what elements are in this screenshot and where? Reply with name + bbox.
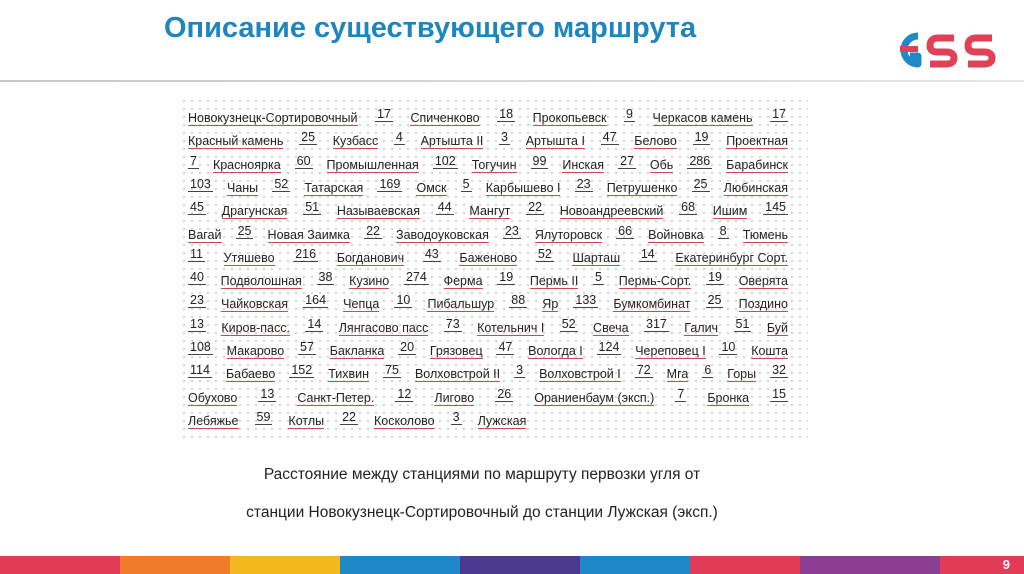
route-row [180, 105, 808, 128]
distance-value: 8 [719, 223, 727, 238]
distance-value: 60 [296, 153, 311, 168]
distance-value: 23 [504, 223, 519, 238]
distance-value: 52 [274, 176, 289, 191]
station-name: Тюмень [742, 227, 788, 242]
station-name: Кошта [751, 344, 788, 358]
caption-line-2: станции Новокузнецк-Сортировочный до станции Лужская (эксп.) [246, 504, 718, 521]
distance-value: 19 [694, 130, 709, 145]
route-row [180, 408, 808, 431]
station-name: Прокопьевск [532, 111, 607, 125]
distance-value: 19 [708, 270, 722, 285]
distance-value: 66 [618, 223, 633, 238]
distance-value: 103 [190, 176, 211, 191]
route-row [180, 268, 808, 291]
caption-line-1: Расстояние между станциями по маршруту первозки угля от [263, 466, 701, 483]
station-name: Чаны [227, 180, 259, 195]
header-divider [0, 80, 1024, 82]
route-row [180, 245, 808, 268]
station-name: Кузбасс [332, 134, 379, 149]
station-name: Макарово [226, 344, 285, 358]
station-name: Лигово [434, 390, 475, 405]
distance-value: 13 [260, 386, 275, 401]
station-name: Тогучин [471, 157, 517, 172]
footer-color-segment [800, 556, 940, 574]
station-name: Котлы [288, 413, 325, 428]
footer-color-segment [230, 556, 340, 574]
station-name: Мангут [469, 204, 511, 219]
distance-value: 124 [598, 340, 620, 354]
station-name: Чепца [343, 297, 380, 312]
distance-value: 5 [595, 270, 602, 285]
distance-value: 133 [575, 293, 597, 308]
footer-color-segment [460, 556, 580, 574]
route-row [180, 338, 808, 361]
distance-value: 51 [735, 316, 750, 331]
distance-value: 6 [704, 363, 712, 378]
distance-value: 4 [395, 130, 403, 145]
route-row [180, 361, 808, 384]
distance-value: 47 [498, 340, 513, 354]
station-name: Кузино [349, 274, 390, 289]
distance-value: 15 [772, 386, 786, 401]
station-name: Называевская [336, 204, 421, 219]
distance-value: 72 [636, 363, 651, 378]
station-name: Ялуторовск [534, 227, 603, 242]
distance-value: 44 [437, 200, 452, 215]
station-name: Белово [634, 134, 677, 149]
station-name: Заводоуковская [396, 227, 489, 242]
station-name: Баженово [459, 250, 518, 265]
station-name: Обухово [188, 390, 238, 405]
station-name: Вологда I [528, 344, 583, 358]
route-distance-scheme [180, 97, 808, 443]
distance-value: 22 [342, 409, 356, 424]
station-name: Артышта I [525, 134, 585, 149]
station-name: Котельнич I [477, 320, 545, 335]
distance-value: 13 [190, 316, 204, 331]
distance-value: 99 [532, 153, 547, 168]
station-name: Пермь II [529, 274, 579, 289]
footer-color-segment [690, 556, 800, 574]
distance-value: 27 [620, 153, 634, 168]
route-row [180, 385, 808, 408]
distance-value: 17 [772, 107, 786, 121]
distance-value: 57 [300, 340, 314, 354]
distance-value: 7 [190, 153, 197, 168]
distance-value: 3 [452, 409, 460, 424]
station-name: Бабаево [225, 367, 276, 382]
route-row [180, 315, 808, 338]
station-name: Поздино [738, 297, 788, 312]
station-name: Артышта II [420, 134, 484, 149]
distance-value: 47 [602, 130, 617, 145]
distance-value: 23 [576, 176, 591, 191]
footer-color-segment [120, 556, 230, 574]
station-name: Киров-пасс. [221, 320, 290, 335]
station-name: Пибальшур [427, 297, 495, 312]
distance-value: 25 [301, 130, 316, 145]
distance-value: 169 [379, 176, 401, 191]
distance-value: 152 [291, 363, 313, 378]
station-name: Черкасов камень [652, 111, 753, 125]
station-name: Горы [727, 367, 757, 382]
company-logo [896, 28, 996, 77]
station-name: Галич [684, 320, 719, 335]
station-name: Лужская [477, 413, 527, 428]
station-name: Шарташ [572, 250, 621, 265]
distance-value: 22 [366, 223, 380, 238]
station-name: Обь [649, 157, 674, 172]
footer-color-segment [340, 556, 460, 574]
distance-value: 274 [405, 270, 427, 285]
distance-value: 68 [681, 200, 696, 215]
station-name: Лянгасово пасс [338, 320, 429, 335]
distance-value: 20 [400, 340, 415, 354]
station-name: Череповец I [635, 344, 706, 358]
distance-value: 22 [528, 200, 543, 215]
station-name: Косколово [374, 413, 435, 428]
distance-value: 51 [305, 200, 320, 215]
station-name: Екатеринбург Сорт. [675, 250, 788, 265]
station-name: Войновка [648, 227, 704, 242]
station-name: Омск [416, 180, 447, 195]
station-name: Мга [666, 367, 689, 382]
station-name: Новоандреевский [559, 204, 664, 219]
distance-value: 7 [677, 386, 685, 401]
station-name: Свеча [593, 320, 629, 335]
station-name: Спиченково [410, 111, 480, 125]
distance-value: 32 [772, 363, 786, 378]
station-name: Богданович [336, 250, 405, 265]
station-name: Проектная [726, 134, 788, 149]
station-name: Волховстрой I [539, 367, 621, 382]
distance-value: 25 [237, 223, 252, 238]
station-name: Чайковская [221, 297, 289, 312]
distance-value: 10 [721, 340, 736, 354]
station-name: Новая Заимка [267, 227, 350, 242]
station-name: Бумкомбинат [613, 297, 691, 312]
slide-title: Описание существующего маршрута [164, 12, 697, 44]
distance-value: 11 [190, 246, 203, 261]
footer-color-segment [580, 556, 690, 574]
station-name: Ишим [712, 204, 748, 219]
distance-value: 88 [511, 293, 526, 308]
station-name: Ораниенбаум (эксп.) [534, 390, 655, 405]
station-name: Вагай [188, 227, 222, 242]
distance-value: 216 [295, 246, 317, 261]
distance-value: 5 [462, 176, 470, 191]
distance-value: 19 [499, 270, 514, 285]
station-name: Бакланка [329, 344, 385, 358]
distance-value: 10 [396, 293, 411, 308]
distance-value: 26 [497, 386, 512, 401]
route-row [180, 222, 808, 245]
distance-value: 17 [377, 107, 391, 121]
route-row [180, 175, 808, 198]
station-name: Бронка [707, 390, 750, 405]
distance-value: 317 [646, 316, 667, 331]
distance-value: 102 [434, 153, 456, 168]
distance-value: 25 [707, 293, 722, 308]
footer-color-segment [940, 556, 1024, 574]
station-name: Красный камень [188, 134, 284, 149]
distance-value: 38 [318, 270, 333, 285]
station-name: Оверята [738, 274, 788, 289]
station-name: Барабинск [726, 157, 788, 172]
distance-value: 286 [689, 153, 711, 168]
distance-value: 3 [501, 130, 508, 145]
distance-value: 40 [190, 270, 204, 285]
page-number: 9 [1002, 557, 1010, 572]
station-name: Пермь-Сорт. [618, 274, 692, 289]
station-name: Тихвин [328, 367, 370, 382]
station-name: Лебяжье [188, 413, 239, 428]
station-name: Подволошная [220, 274, 302, 289]
station-name: Волховстрой II [414, 367, 501, 382]
distance-value: 14 [640, 246, 655, 261]
station-name: Грязовец [429, 344, 483, 358]
station-name: Петрушенко [606, 180, 678, 195]
distance-value: 3 [516, 363, 524, 378]
station-name: Татарская [304, 180, 364, 195]
distance-value: 75 [385, 363, 399, 378]
distance-value: 164 [305, 293, 327, 308]
route-row [180, 128, 808, 151]
station-name: Карбышево I [485, 180, 561, 195]
distance-value: 45 [190, 200, 204, 215]
station-name: Любинская [723, 180, 788, 195]
route-row [180, 198, 808, 221]
distance-value: 52 [561, 316, 576, 331]
route-row [180, 152, 808, 175]
station-name: Санкт-Петер. [297, 390, 375, 405]
distance-value: 25 [693, 176, 708, 191]
distance-value: 14 [307, 316, 322, 331]
station-name: Промышленная [326, 157, 419, 172]
station-name: Красноярка [212, 157, 281, 172]
footer-color-segment [0, 556, 120, 574]
station-name: Ферма [443, 274, 483, 289]
station-name: Драгунская [221, 204, 288, 219]
distance-value: 9 [626, 107, 633, 121]
distance-value: 145 [765, 200, 786, 215]
distance-value: 108 [190, 340, 211, 354]
distance-value: 18 [499, 107, 514, 121]
distance-value: 12 [397, 386, 412, 401]
station-name: Буй [766, 320, 788, 335]
station-name: Утяшево [223, 250, 275, 265]
footer-color-bar [0, 556, 1024, 574]
station-name: Инская [562, 157, 605, 172]
route-row [180, 291, 808, 314]
distance-value: 114 [190, 363, 210, 378]
distance-value: 73 [445, 316, 460, 331]
station-name: Яр [542, 297, 559, 312]
distance-value: 59 [256, 409, 271, 424]
distance-value: 43 [424, 246, 439, 261]
station-name: Новокузнецк-Сортировочный [188, 111, 358, 125]
distance-value: 52 [537, 246, 552, 261]
distance-value: 23 [190, 293, 204, 308]
